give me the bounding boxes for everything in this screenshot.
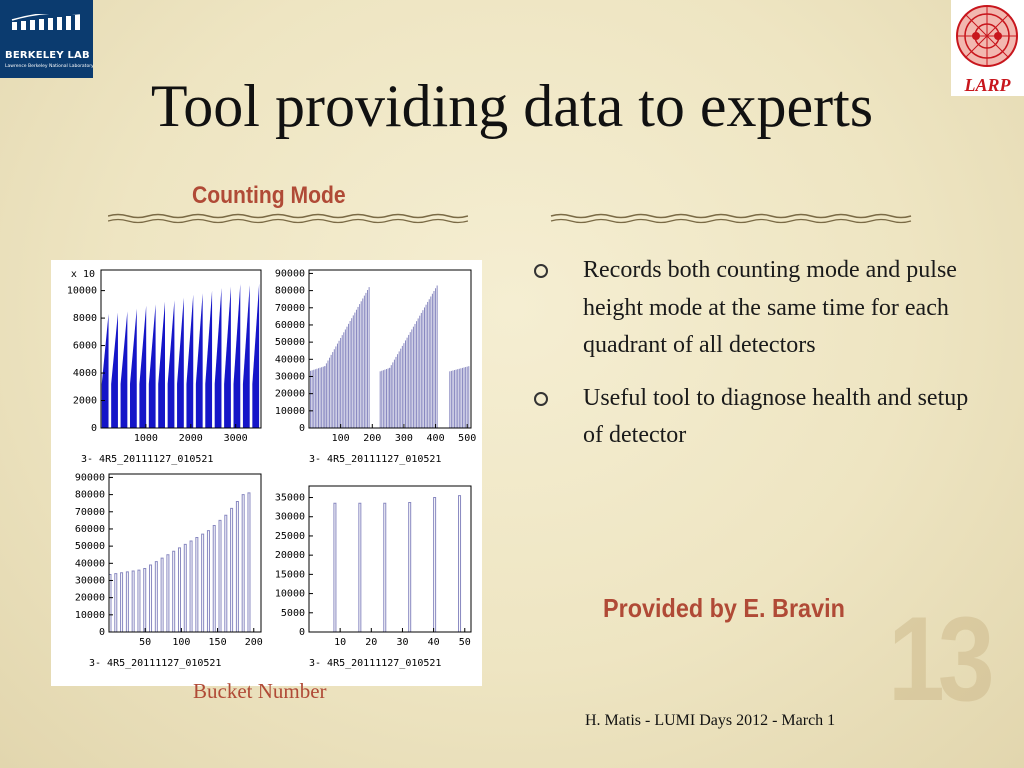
y-tick-label: 10000 <box>66 285 97 297</box>
histogram-bar <box>138 570 140 632</box>
histogram-panel <box>275 486 471 669</box>
histogram-bar <box>178 548 180 632</box>
berkeley-lab-logo-mark <box>10 14 82 32</box>
y-tick-label: 0 <box>298 423 305 434</box>
histogram-bar <box>231 508 233 632</box>
histogram-grid <box>51 260 482 686</box>
x-tick-label: 3000 <box>223 433 248 444</box>
histogram-bar <box>384 503 386 632</box>
bunch-train-bar <box>102 314 109 428</box>
decorative-divider-right <box>550 212 912 224</box>
y-tick-label: 10000 <box>274 405 305 417</box>
y-tick-label: 20000 <box>274 388 305 400</box>
y-tick-label: 60000 <box>74 523 105 535</box>
bunch-train-bar <box>168 300 175 428</box>
berkeley-lab-subtitle: Lawrence Berkeley National Laboratory <box>5 64 94 69</box>
x-tick-label: 200 <box>363 433 382 444</box>
histogram-bar <box>207 531 209 632</box>
plot-x-axis-caption: Bucket Number <box>193 679 327 703</box>
y-tick-label: 0 <box>98 627 105 638</box>
histogram-panel <box>275 268 476 465</box>
y-multiplier-label: x 10 <box>70 269 95 280</box>
histogram-bar <box>173 551 175 632</box>
bunch-train-bar <box>196 293 203 428</box>
y-tick-label: 35000 <box>274 492 305 504</box>
bullet-text: Useful tool to diagnose health and setup of detector <box>583 384 969 448</box>
berkeley-lab-name: BERKELEY LAB <box>5 50 90 61</box>
plot-frame <box>309 486 471 632</box>
decorative-divider-left <box>108 212 468 224</box>
y-tick-label: 30000 <box>74 575 105 587</box>
bunch-train-bar <box>139 306 146 428</box>
bunch-train-bar <box>158 302 165 428</box>
larp-emblem-icon <box>951 0 1024 75</box>
histogram-bar <box>409 503 411 632</box>
x-tick-label: 200 <box>244 637 263 648</box>
histogram-bar <box>150 565 152 632</box>
bullet-item <box>530 252 970 365</box>
y-tick-label: 0 <box>298 627 305 638</box>
bunch-train-bar <box>215 288 222 428</box>
histogram-bar <box>121 573 123 632</box>
y-tick-label: 10000 <box>74 609 105 621</box>
histogram-bar <box>155 562 157 632</box>
bunch-train-bar <box>186 295 193 428</box>
y-tick-label: 90000 <box>274 268 305 280</box>
histogram-bar <box>196 538 198 632</box>
x-tick-label: 2000 <box>178 433 203 444</box>
x-tick-label: 10 <box>334 637 347 648</box>
y-tick-label: 50000 <box>274 337 305 349</box>
histogram-bar <box>434 498 436 632</box>
y-tick-label: 8000 <box>72 313 97 325</box>
histogram-bar <box>144 568 146 632</box>
bunch-train-bar <box>149 304 156 428</box>
y-tick-label: 0 <box>90 423 97 434</box>
y-tick-label: 2000 <box>72 395 97 407</box>
slide-number: 13 <box>888 592 988 726</box>
x-tick-label: 100 <box>331 433 350 444</box>
histogram-panel <box>67 269 261 465</box>
bunch-train-bar <box>205 291 212 428</box>
histogram-title: 3- 4R5_20111127_010521 <box>309 658 442 669</box>
histogram-bar <box>184 544 186 632</box>
y-tick-label: 90000 <box>74 472 105 484</box>
y-tick-label: 70000 <box>274 302 305 314</box>
bunch-train-bar <box>177 297 184 428</box>
x-tick-label: 500 <box>458 433 477 444</box>
x-tick-label: 30 <box>396 637 409 648</box>
histogram-bar <box>167 555 169 632</box>
y-tick-label: 30000 <box>274 511 305 523</box>
y-tick-label: 25000 <box>274 530 305 542</box>
histogram-bar <box>225 515 227 632</box>
histogram-bar <box>202 534 204 632</box>
y-tick-label: 20000 <box>274 550 305 562</box>
y-tick-label: 15000 <box>274 569 305 581</box>
section-heading: Counting Mode <box>192 182 346 209</box>
histogram-title: 3- 4R5_20111127_010521 <box>309 454 442 465</box>
x-tick-label: 20 <box>365 637 378 648</box>
x-tick-label: 100 <box>172 637 191 648</box>
y-tick-label: 5000 <box>280 607 305 619</box>
histogram-bar <box>126 572 128 632</box>
histogram-bar <box>236 501 238 632</box>
slide-title: Tool providing data to experts <box>150 73 874 139</box>
histogram-panel <box>75 472 263 669</box>
y-tick-label: 40000 <box>274 354 305 366</box>
x-tick-label: 50 <box>458 637 471 648</box>
y-tick-label: 10000 <box>274 588 305 600</box>
x-tick-label: 150 <box>208 637 227 648</box>
bunch-train-bar <box>224 286 231 428</box>
y-tick-label: 50000 <box>74 541 105 553</box>
histogram-title: 3- 4R5_20111127_010521 <box>81 454 214 465</box>
bullet-text: Records both counting mode and pulse height mode at the same time for each quadrant of all detectors <box>583 257 957 358</box>
y-tick-label: 80000 <box>74 489 105 501</box>
berkeley-lab-logo <box>0 0 93 78</box>
bunch-train-bar <box>234 284 241 428</box>
y-tick-label: 40000 <box>74 558 105 570</box>
y-tick-label: 80000 <box>274 285 305 297</box>
bullet-circle-icon <box>534 264 548 278</box>
bunch-train-bar <box>130 308 137 428</box>
x-tick-label: 1000 <box>133 433 158 444</box>
y-tick-label: 4000 <box>72 368 97 380</box>
y-tick-label: 60000 <box>274 319 305 331</box>
histogram-bar <box>132 571 134 632</box>
y-tick-label: 70000 <box>74 506 105 518</box>
x-tick-label: 40 <box>427 637 440 648</box>
histogram-bar <box>115 574 117 632</box>
y-tick-label: 6000 <box>72 340 97 352</box>
bullet-item <box>530 380 970 455</box>
histogram-bar <box>213 526 215 632</box>
x-tick-label: 300 <box>394 433 413 444</box>
x-tick-label: 50 <box>139 637 152 648</box>
bunch-train-bar <box>243 285 250 428</box>
y-tick-label: 30000 <box>274 371 305 383</box>
larp-name: LARP <box>964 75 1011 95</box>
histogram-bar <box>334 503 336 632</box>
histogram-bar <box>190 541 192 632</box>
bunch-train-bar <box>121 311 128 428</box>
histogram-bar <box>161 558 163 632</box>
x-tick-label: 400 <box>426 433 445 444</box>
histogram-bar <box>359 503 361 632</box>
histogram-bar <box>242 495 244 632</box>
histogram-bar <box>248 493 250 632</box>
bullet-list <box>530 252 970 470</box>
y-tick-label: 20000 <box>74 592 105 604</box>
bunch-train-bar <box>252 284 259 428</box>
histogram-bar <box>219 520 221 632</box>
footer-text: H. Matis - LUMI Days 2012 - March 1 <box>585 712 836 729</box>
credit-text: Provided by E. Bravin <box>603 593 845 623</box>
histogram-title: 3- 4R5_20111127_010521 <box>89 658 222 669</box>
bunch-train-bar <box>111 313 118 428</box>
bullet-circle-icon <box>534 392 548 406</box>
histogram-bar <box>459 496 461 632</box>
